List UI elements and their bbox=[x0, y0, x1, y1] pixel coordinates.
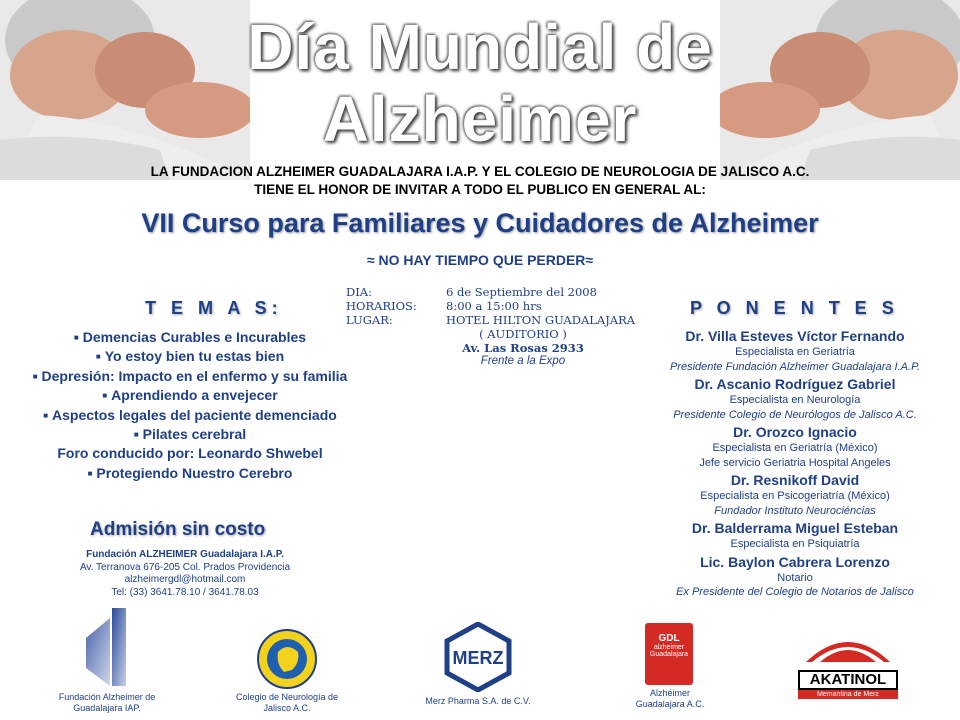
temas-heading: T E M A S: bbox=[145, 298, 283, 318]
course-tagline: ≈ NO HAY TIEMPO QUE PERDER≈ bbox=[366, 252, 594, 268]
fundacion-caption: Fundación Alzheimer de Guadalajara IAP. bbox=[58, 692, 156, 713]
akatinol-roof-icon bbox=[798, 628, 898, 664]
tema-item: ■ Pilates cerebral bbox=[133, 426, 247, 443]
akatinol-subtitle: Memantina de Merz bbox=[798, 690, 898, 699]
bullet-icon: ■ bbox=[133, 430, 139, 440]
lugar-value: HOTEL HILTON GUADALAJARA bbox=[446, 313, 636, 327]
admission-address: Av. Terranova 676-205 Col. Prados Providencia bbox=[79, 561, 291, 573]
bullet-icon: ■ bbox=[73, 333, 79, 342]
venue-reference: Frente a la Expo bbox=[480, 355, 566, 367]
ponente: Dr. Balderrama Miguel Esteban Especialista en Psiquiatría bbox=[691, 520, 899, 550]
merz-hexagon-icon bbox=[443, 622, 513, 692]
bullet-icon: ■ bbox=[87, 468, 93, 478]
ponente: Dr. Ascanio Rodríguez Gabriel Especialista en Neurología Presidente Colegio de Neurólogos de Jalisco A.C. bbox=[673, 376, 917, 421]
admission-org: Fundación ALZHEIMER Guadalajara I.A.P. bbox=[86, 549, 284, 560]
intro-line1: LA FUNDACION ALZHEIMER GUADALAJARA I.A.P. Y EL COLEGIO DE NEUROLOGIA DE JALISCO A.C. bbox=[150, 164, 810, 179]
merz-logo bbox=[443, 622, 513, 692]
bullet-icon: ■ bbox=[95, 352, 101, 362]
alzheimer-gdl-caption: Alzhéimer Guadalajara A.C. bbox=[635, 688, 705, 709]
horarios-label: HORARIOS: bbox=[346, 299, 417, 313]
temas-list bbox=[10, 328, 370, 483]
course-title: VII Curso para Familiares y Cuidadores de Alzheimer bbox=[141, 208, 819, 238]
dia-value: 6 de Septiembre del 2008 bbox=[446, 285, 597, 299]
bullet-icon: ■ bbox=[32, 371, 38, 381]
alz-gdl-badge-line3: Guadalajara bbox=[649, 651, 689, 658]
admission-heading: Admisión sin costo bbox=[90, 519, 266, 540]
horarios-value: 8:00 a 15:00 hrs bbox=[446, 299, 542, 313]
tema-item: ■ Aspectos legales del paciente demenciado bbox=[43, 406, 337, 423]
lugar-label: LUGAR: bbox=[346, 313, 393, 327]
merz-caption: Merz Pharma S.A. de C.V. bbox=[425, 696, 531, 706]
tema-item: Foro conducido por: Leonardo Shwebel bbox=[57, 445, 323, 462]
fundacion-logo bbox=[82, 608, 132, 688]
ponente: Dr. Villa Esteves Víctor Fernando Especialista en Geriatría Presidente Fundación Alzheimer Guadalajara I.A.P. bbox=[669, 328, 921, 373]
alzheimer-gdl-logo bbox=[645, 623, 693, 685]
akatinol-logo bbox=[798, 628, 898, 696]
colegio-logo bbox=[256, 628, 318, 690]
tema-item: ■ Protegiendo Nuestro Cerebro bbox=[87, 464, 293, 481]
main-title-line2: Alzheimer bbox=[322, 83, 638, 155]
ponentes-heading: P O N E N T E S bbox=[690, 298, 899, 318]
alz-gdl-badge-line2: alzheimer bbox=[653, 644, 685, 651]
colegio-caption: Colegio de Neurología de Jalisco A.C. bbox=[235, 692, 339, 713]
tema-item: ■ Aprendiendo a envejecer bbox=[102, 387, 278, 404]
tema-item: ■ Yo estoy bien tu estas bien bbox=[95, 348, 285, 365]
dia-label: DIA: bbox=[346, 285, 372, 299]
colegio-seal-icon bbox=[256, 628, 318, 690]
ponente: Dr. Orozco Ignacio Especialista en Geriatría (México) Jefe servicio Geriatria Hospital Angeles bbox=[699, 424, 891, 469]
bullet-icon: ■ bbox=[102, 391, 108, 401]
auditorio: ( AUDITORIO ) bbox=[479, 327, 567, 341]
ponente: Dr. Resnikoff David Especialista en Psicogeriatría (México) Fundador Instituto Neurociéncias bbox=[700, 472, 890, 517]
svg-text:MERZ: MERZ bbox=[452, 648, 504, 668]
alz-gdl-badge-line1: GDL bbox=[658, 633, 680, 644]
akatinol-name: AKATINOL bbox=[798, 670, 898, 690]
event-info bbox=[346, 285, 646, 367]
intro-text bbox=[0, 163, 960, 199]
ponente: Lic. Baylon Cabrera Lorenzo Notario Ex Presidente del Colegio de Notarios de Jalisco bbox=[676, 553, 914, 598]
venue-address: Av. Las Rosas 2933 bbox=[462, 341, 584, 355]
main-title-line1: Día Mundial de bbox=[247, 11, 713, 83]
bullet-icon: ■ bbox=[43, 410, 49, 420]
admission-phone: Tel: (33) 3641.78.10 / 3641.78.03 bbox=[111, 586, 259, 598]
admission-contact bbox=[40, 549, 330, 599]
tema-item: ■ Demencias Curables e Incurables bbox=[73, 329, 307, 345]
intro-line2: TIENE EL HONOR DE INVITAR A TODO EL PUBLICO EN GENERAL AL: bbox=[254, 182, 706, 197]
admission-email: alzheimergdl@hotmail.com bbox=[124, 574, 246, 585]
tema-item: ■ Depresión: Impacto en el enfermo y su familia bbox=[32, 367, 348, 384]
ponentes-list bbox=[637, 328, 953, 600]
fundacion-logo-icon bbox=[82, 608, 132, 688]
